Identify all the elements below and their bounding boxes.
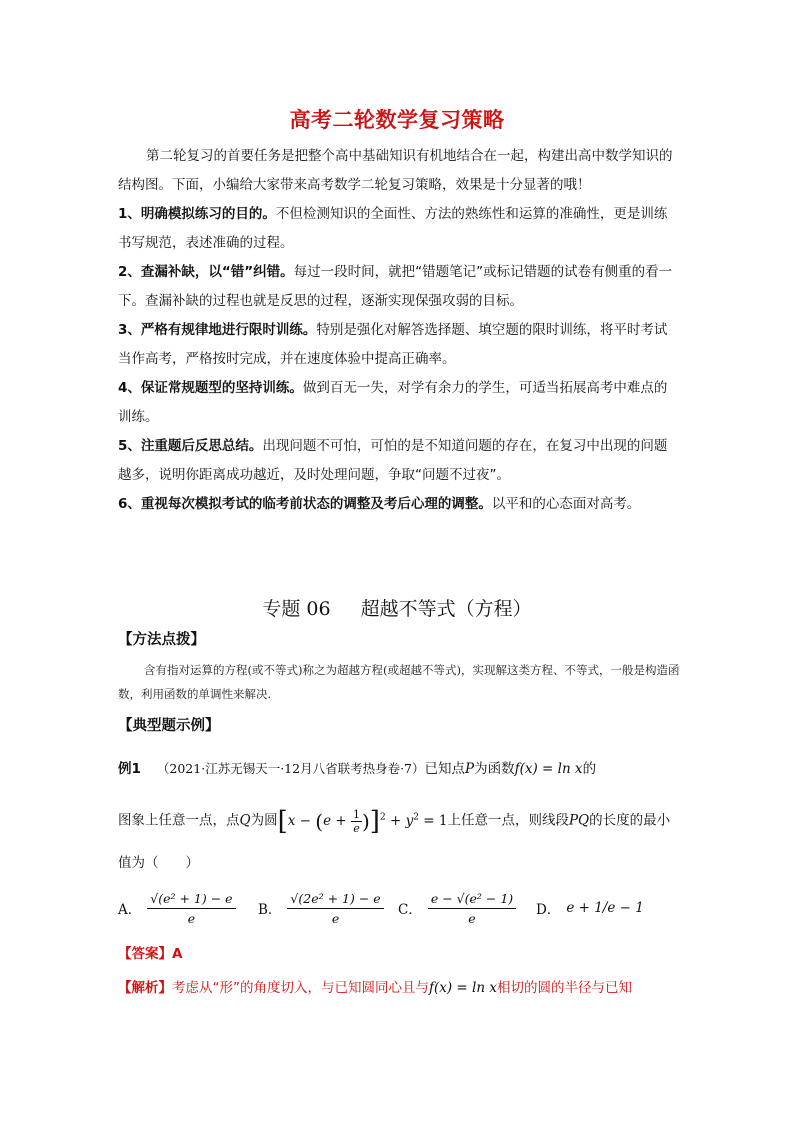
tip-6-head: 6、重视每次模拟考试的临考前状态的调整及考后心理的调整。: [118, 496, 492, 512]
tip-2-head: 2、查漏补缺，以“错”纠错。: [118, 264, 294, 280]
option-letter: B．: [258, 902, 282, 918]
analysis-label: 【解析】: [118, 980, 172, 996]
example-heading: 【典型题示例】: [118, 718, 220, 734]
function-expression: f(x) = ln x: [514, 761, 583, 777]
point-q: Q: [239, 812, 251, 829]
fraction-denominator: e: [468, 910, 476, 926]
example-text: 的长度的最小: [589, 812, 671, 829]
fraction-denominator: e: [331, 910, 340, 926]
option-b[interactable]: [258, 884, 384, 932]
circle-equation: [x − (e + $\frac{1}{e}$ )]$^2 + y^2 = 1$: [277, 806, 448, 836]
example-text: 为圆: [250, 812, 278, 829]
example-source: （2021·江苏无锡天一·12月八省联考热身卷·7）: [156, 761, 425, 776]
segment-pq: PQ: [568, 812, 590, 829]
example-text: 的: [582, 761, 597, 777]
example-text: 已知点: [424, 761, 465, 777]
option-letter: D．: [536, 902, 561, 918]
tip-1-head: 1、明确模拟练习的目的。: [118, 206, 276, 222]
topic-number: 专题 06: [262, 598, 331, 620]
option-letter: C．: [398, 902, 422, 918]
analysis-function: f(x) = ln x: [429, 980, 497, 996]
analysis-text: 相切的圆的半径与已知: [496, 980, 632, 996]
method-text: 含有指对运算的方程(或不等式)称之为超越方程(或超越不等式)，实现解这类方程、不等式，一般是构造函数，利用函数的单调性来解决.: [118, 663, 680, 701]
option-c[interactable]: [398, 884, 516, 932]
topic-title: [0, 594, 794, 621]
tip-4-head: 4、保证常规题型的坚持训练。: [118, 380, 303, 396]
option-expression: e + 1/e − 1: [566, 900, 644, 916]
example-label: 例1: [118, 761, 141, 777]
example-text: 为函数: [474, 761, 515, 777]
option-fraction: [147, 891, 235, 926]
analysis-text: 考虑从“形”的角度切入，与已知圆同心且与: [172, 980, 429, 996]
example-line-1: [118, 757, 688, 777]
tip-4-body: 做到百无一失，对学有余力的学生，可适当拓展高考中难点的训练。: [118, 380, 668, 425]
tip-4: [118, 374, 680, 432]
intro-paragraph: 第二轮复习的首要任务是把整个高中基础知识有机地结合在一起，构建出高中数学知识的结构图。下面，小编给大家带来高考数学二轮复习策略，效果是十分显著的哦！: [118, 148, 673, 193]
tip-5-body: 出现问题不可怕，可怕的是不知道问题的存在，在复习中出现的问题越多，说明你距离成功越近，及时处理问题，争取“问题不过夜”。: [118, 438, 668, 483]
page-title: 高考二轮数学复习策略: [289, 108, 505, 132]
example-text: 上任意一点，则线段: [447, 812, 569, 829]
example-line-3: 值为（ ）: [118, 855, 199, 871]
analysis-line: [118, 976, 688, 996]
tip-1-body: 不但检测知识的全面性、方法的熟练性和运算的准确性，更是训练书写规范，表述准确的过程。: [118, 206, 668, 251]
tip-1: [118, 200, 680, 258]
tip-2-body: 每过一段时间，就把“错题笔记”或标记错题的试卷有侧重的看一下。查漏补缺的过程也就是反思的过程，逐渐实现保强攻弱的目标。: [118, 264, 673, 309]
fraction-numerator: √(2e² + 1) − e: [287, 891, 383, 909]
option-a[interactable]: [118, 884, 236, 932]
example-text: 图象上任意一点，点: [118, 812, 240, 829]
topic-name: 超越不等式（方程）: [360, 598, 532, 620]
option-fraction: [428, 891, 516, 926]
answer-options: [118, 884, 688, 932]
tip-3-head: 3、严格有规律地进行限时训练。: [118, 322, 317, 338]
tip-3-body: 特别是强化对解答选择题、填空题的限时训练，将平时考试当作高考，严格按时完成，并在速度体验中提高正确率。: [118, 322, 668, 367]
fraction-numerator: √(e² + 1) − e: [147, 891, 235, 909]
fraction-numerator: e − √(e² − 1): [428, 891, 516, 909]
tip-5-head: 5、注重题后反思总结。: [118, 438, 263, 454]
tip-2: [118, 258, 680, 316]
tip-6: [118, 490, 680, 519]
tip-6-body: 以平和的心态面对高考。: [491, 496, 641, 512]
option-d[interactable]: [536, 884, 644, 932]
example-line-2: [118, 806, 688, 836]
option-fraction: [287, 891, 383, 926]
point-p: P: [465, 761, 475, 777]
fraction-denominator: e: [187, 910, 196, 926]
method-heading: 【方法点拨】: [118, 632, 205, 648]
tip-5: [118, 432, 680, 490]
option-letter: A．: [118, 902, 142, 918]
tip-3: [118, 316, 680, 374]
answer-line: 【答案】A: [118, 946, 183, 962]
